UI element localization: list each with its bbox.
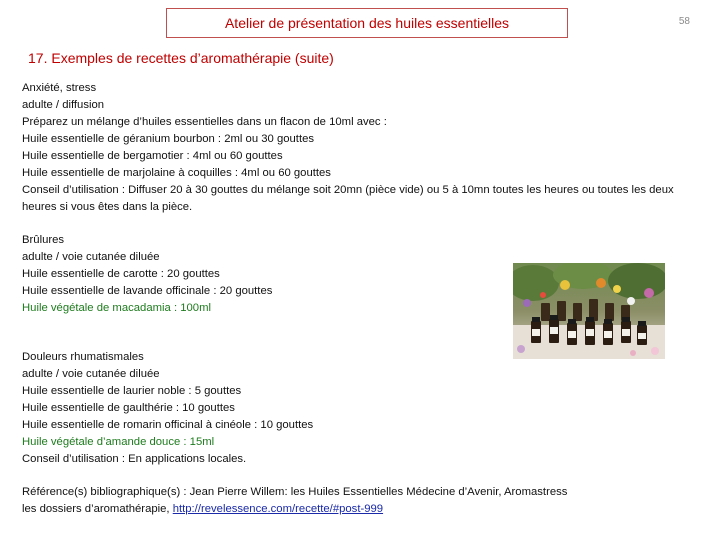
- reference-line: [22, 501, 567, 518]
- recipe-instruction: Préparez un mélange d’huiles essentielles dans un flacon de 10ml avec :: [22, 116, 387, 128]
- recipe-title: Brûlures: [22, 234, 65, 246]
- recipe-advice: Conseil d’utilisation : Diffuser 20 à 30 gouttes du mélange soit 20mn (pièce vide) ou 5 à 10mn toutes les heures ou toutes les deux heures si vous êtes dans la pièce.: [22, 184, 674, 213]
- page-number: 58: [678, 16, 690, 27]
- reference-line: Référence(s) bibliographique(s) : Jean Pierre Willem: les Huiles Essentielles Médecine d’Avenir, Aromastress: [22, 486, 568, 498]
- ingredient-line: Huile essentielle de marjolaine à coquilles : 4ml ou 60 gouttes: [22, 167, 331, 179]
- bibliographic-reference: [22, 484, 567, 518]
- vegetable-oil-line: Huile végétale d’amande douce : 15ml: [22, 436, 215, 448]
- recipe-usage: adulte / voie cutanée diluée: [22, 251, 160, 263]
- slide-title-box: [166, 8, 568, 38]
- reference-link[interactable]: http://revelessence.com/recette/#post-999: [172, 503, 384, 515]
- section-title: 17. Exemples de recettes d’aromathérapie (suite): [28, 50, 334, 66]
- ingredient-line: Huile essentielle de géranium bourbon : 2ml ou 30 gouttes: [22, 133, 315, 145]
- recipe-anxiety: [22, 80, 682, 216]
- vegetable-oil-line: Huile végétale de macadamia : 100ml: [22, 302, 212, 314]
- recipe-burns: [22, 232, 272, 317]
- recipe-advice: Conseil d’utilisation : En applications locales.: [22, 453, 247, 465]
- essential-oil-bottles-photo: [513, 263, 665, 359]
- recipe-usage: adulte / diffusion: [22, 99, 105, 111]
- recipe-title: Anxiété, stress: [22, 82, 97, 94]
- ingredient-line: Huile essentielle de bergamotier : 4ml ou 60 gouttes: [22, 150, 283, 162]
- reference-prefix: les dossiers d’aromathérapie,: [22, 503, 173, 515]
- slide-title: Atelier de présentation des huiles essentielles: [224, 15, 510, 31]
- ingredient-line: Huile essentielle de laurier noble : 5 gouttes: [22, 385, 242, 397]
- recipe-usage: adulte / voie cutanée diluée: [22, 368, 160, 380]
- recipe-rheumatism: [22, 349, 313, 468]
- ingredient-line: Huile essentielle de gaulthérie : 10 gouttes: [22, 402, 235, 414]
- ingredient-line: Huile essentielle de romarin officinal à cinéole : 10 gouttes: [22, 419, 314, 431]
- ingredient-line: Huile essentielle de lavande officinale : 20 gouttes: [22, 285, 273, 297]
- ingredient-line: Huile essentielle de carotte : 20 gouttes: [22, 268, 220, 280]
- recipe-title: Douleurs rhumatismales: [22, 351, 144, 363]
